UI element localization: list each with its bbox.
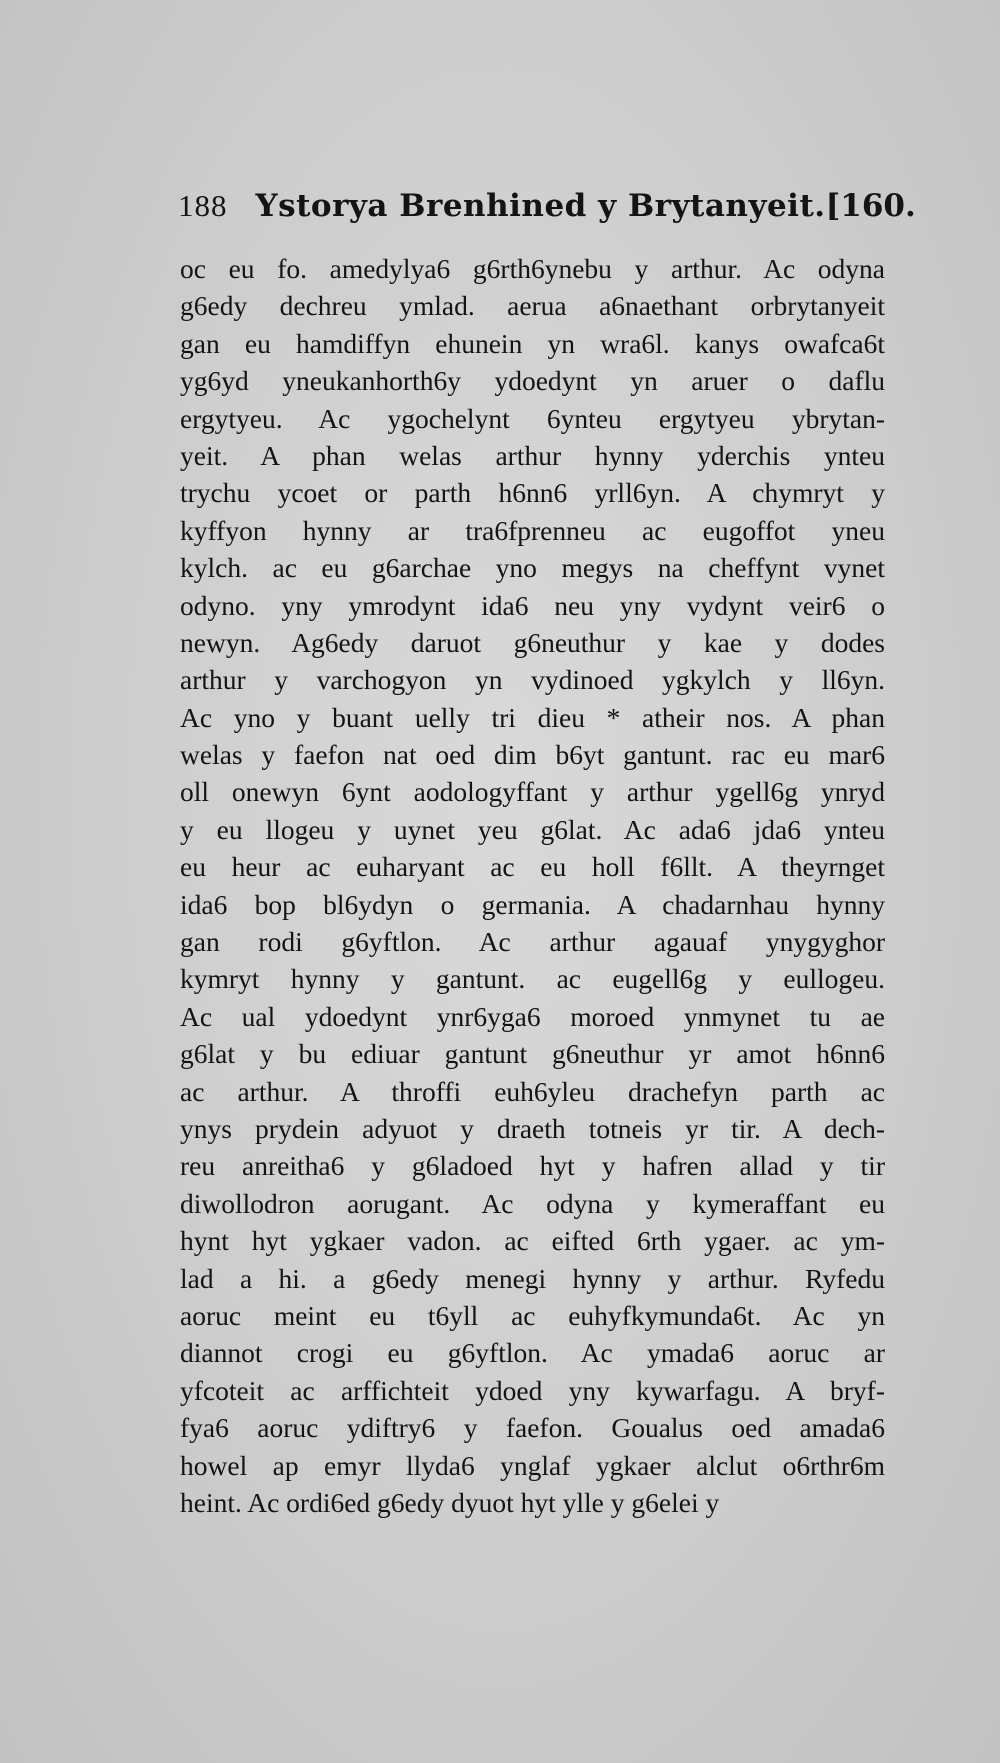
- page-number: 188: [178, 188, 228, 223]
- text-line: welas y faefon nat oed dim b6yt gantunt. rac eu mar6: [180, 739, 885, 771]
- text-line: aoruc meint eu t6yll ac euhyfkymunda6t. Ac yn: [180, 1299, 885, 1331]
- text-line: newyn. Ag6edy daruot g6neuthur y kae y dodes: [180, 626, 885, 658]
- text-line: yfcoteit ac arffichteit ydoed yny kywarfagu. A bryf-: [180, 1374, 885, 1406]
- text-line: diannot crogi eu g6yftlon. Ac ymada6 aoruc ar: [180, 1337, 885, 1369]
- text-line: kylch. ac eu g6archae yno megys na cheffynt vynet: [180, 552, 885, 584]
- body-text: [180, 250, 885, 1521]
- text-line: ynys prydein adyuot y draeth totneis yr tir. A dech-: [180, 1112, 885, 1144]
- text-line: kyffyon hynny ar tra6fprenneu ac eugoffot yneu: [180, 514, 885, 546]
- text-line: arthur y varchogyon yn vydinoed ygkylch y ll6yn.: [180, 664, 885, 696]
- text-line: odyno. yny ymrodynt ida6 neu yny vydynt veir6 o: [180, 589, 885, 621]
- text-line: fya6 aoruc ydiftry6 y faefon. Goualus oed amada6: [180, 1412, 885, 1444]
- text-line: gan rodi g6yftlon. Ac arthur agauaf ynygyghor: [180, 926, 885, 958]
- text-line: y eu llogeu y uynet yeu g6lat. Ac ada6 jda6 ynteu: [180, 813, 885, 845]
- text-line: lad a hi. a g6edy menegi hynny y arthur. Ryfedu: [180, 1262, 885, 1294]
- text-line: gan eu hamdiffyn ehunein yn wra6l. kanys owafca6t: [180, 327, 885, 359]
- text-line: Ac yno y buant uelly tri dieu * atheir nos. A phan: [180, 701, 885, 733]
- running-title: Ystorya Brenhined y Brytanyeit.: [255, 188, 826, 224]
- text-line: diwollodron aorugant. Ac odyna y kymeraffant eu: [180, 1187, 885, 1219]
- page-header: [178, 188, 916, 238]
- text-line: heint. Ac ordi6ed g6edy dyuot hyt ylle y g6elei y: [180, 1486, 720, 1518]
- text-line: howel ap emyr llyda6 ynglaf ygkaer alclut o6rthr6m: [180, 1449, 885, 1481]
- text-line: yg6yd yneukanhorth6y ydoedynt yn aruer o daflu: [180, 365, 885, 397]
- text-line: trychu ycoet or parth h6nn6 yrll6yn. A chymryt y: [180, 477, 885, 509]
- text-line: ida6 bop bl6ydyn o germania. A chadarnhau hynny: [180, 888, 885, 920]
- text-line: g6lat y bu ediuar gantunt g6neuthur yr amot h6nn6: [180, 1038, 885, 1070]
- text-line: oll onewyn 6ynt aodologyffant y arthur ygell6g ynryd: [180, 776, 885, 808]
- text-line: Ac ual ydoedynt ynr6yga6 moroed ynmynet tu ae: [180, 1000, 885, 1032]
- text-line: reu anreitha6 y g6ladoed hyt y hafren allad y tir: [180, 1150, 885, 1182]
- text-line: yeit. A phan welas arthur hynny yderchis ynteu: [180, 439, 885, 471]
- text-line: eu heur ac euharyant ac eu holl f6llt. A theyrnget: [180, 851, 885, 883]
- text-line: ergytyeu. Ac ygochelynt 6ynteu ergytyeu ybrytan-: [180, 402, 885, 434]
- chapter-reference: [160.: [825, 188, 916, 224]
- text-line: oc eu fo. amedylya6 g6rth6ynebu y arthur. Ac odyna: [180, 253, 885, 284]
- text-line: g6edy dechreu ymlad. aerua a6naethant orbrytanyeit: [180, 290, 885, 322]
- text-line: kymryt hynny y gantunt. ac eugell6g y eullogeu.: [180, 963, 885, 995]
- text-line: ac arthur. A throffi euh6yleu drachefyn parth ac: [180, 1075, 885, 1107]
- text-line: hynt hyt ygkaer vadon. ac eifted 6rth ygaer. ac ym-: [180, 1225, 885, 1257]
